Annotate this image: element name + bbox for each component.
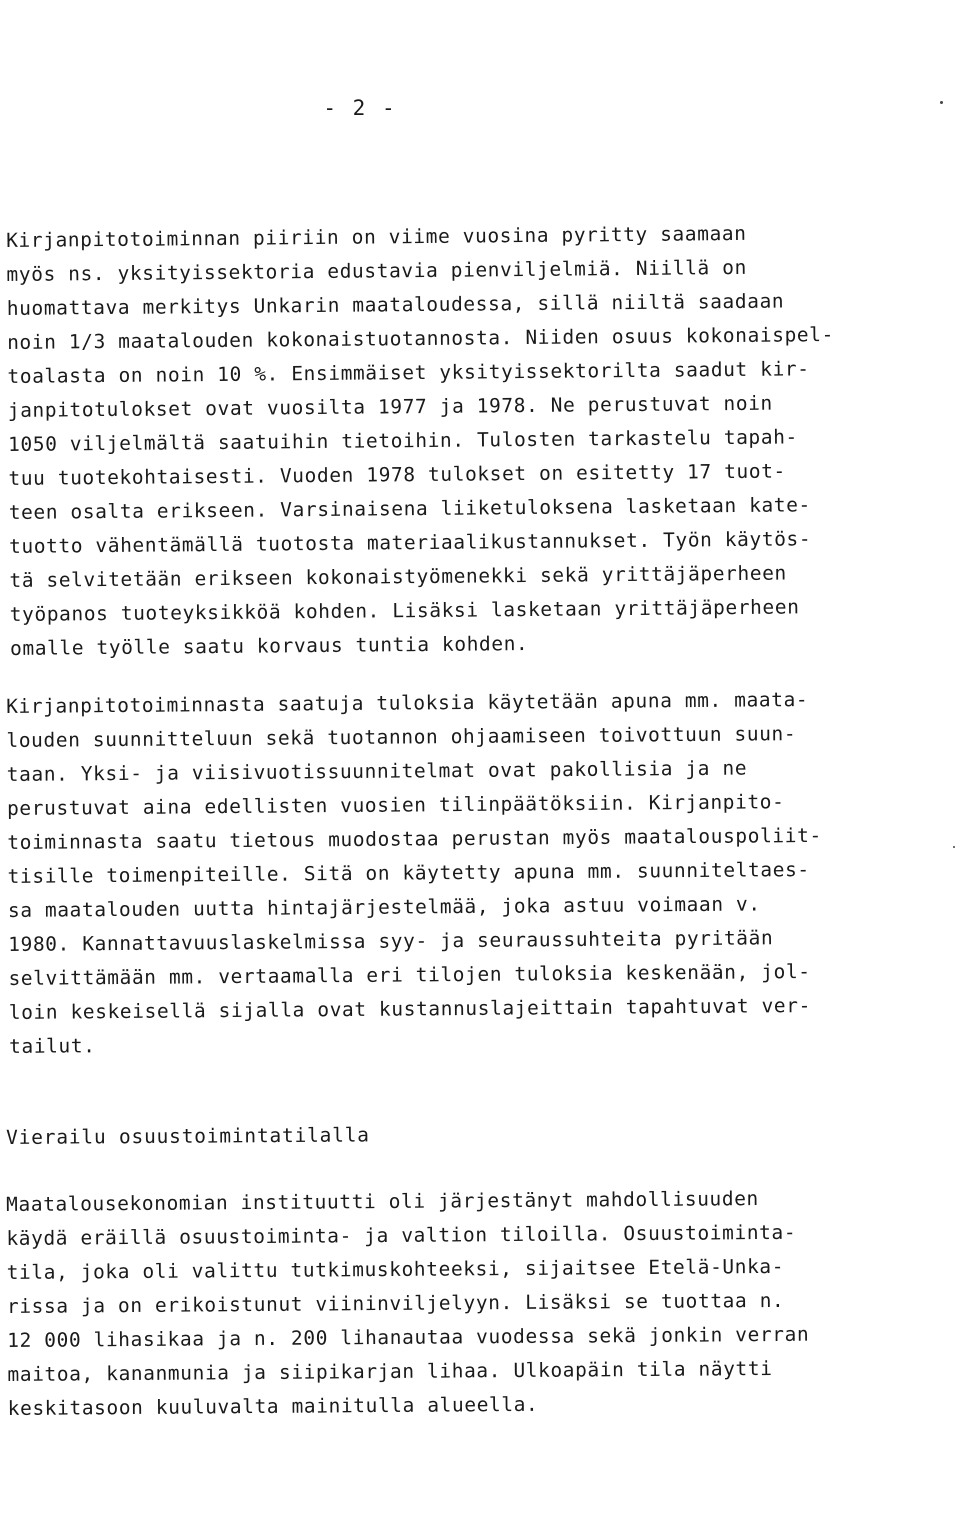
text-line: Kirjanpitotoiminnan piiriin on viime vuosina pyritty saamaan	[6, 221, 747, 252]
text-line: taan. Yksi- ja viisivuotissuunnitelmat ovat pakollisia ja ne	[6, 756, 748, 786]
text-line: keskitasoon kuuluvalta mainitulla alueella.	[7, 1392, 539, 1420]
text-line: omalle työlle saatu korvaus tuntia kohden.	[9, 632, 529, 660]
text-line: 1980. Kannattavuuslaskelmissa syy- ja seuraussuhteita pyritään	[8, 926, 774, 956]
text-line: myös ns. yksityissektoria edustavia pienviljelmiä. Niillä on	[6, 255, 747, 286]
scan-speck	[953, 846, 955, 848]
text-line: huomattava merkitys Unkarin maataloudessa, sillä niiltä saadaan	[6, 289, 785, 320]
paragraph-bookkeeping-uses	[6, 682, 889, 1064]
page-number: - 2 -	[323, 96, 397, 120]
text-line: 12 000 lihasikaa ja n. 200 lihanautaa vuodessa sekä jonkin verran	[7, 1322, 810, 1352]
text-line: tailut.	[9, 1034, 96, 1058]
paragraph-cooperative-farm-visit	[6, 1181, 888, 1426]
text-line: perustuvat aina edellisten vuosien tilinpäätöksiin. Kirjanpito-	[6, 790, 785, 820]
text-line: rissa ja on erikoistunut viininviljelyyn. Lisäksi se tuottaa n.	[6, 1288, 785, 1318]
text-line: tä selvitetään erikseen kokonaistyömenekki sekä yrittäjäperheen	[9, 561, 787, 592]
text-line: janpitotulokset ovat vuosilta 1977 ja 1978. Ne perustuvat noin	[7, 391, 773, 422]
text-line: selvittämään mm. vertaamalla eri tilojen tuloksia keskenään, jol-	[8, 959, 811, 990]
text-line: Maatalousekonomian instituutti oli järjestänyt mahdollisuuden	[6, 1187, 759, 1216]
text-line: teen osalta erikseen. Varsinaisena liiketuloksena lasketaan kate-	[8, 493, 811, 524]
text-line: tisille toimenpiteille. Sitä on käytetty apuna mm. suunniteltaes-	[7, 857, 810, 888]
text-line: 1050 viljelmältä saatuihin tietoihin. Tulosten tarkastelu tapah-	[8, 425, 798, 456]
text-line: noin 1/3 maatalouden kokonaistuotannosta. Niiden osuus kokonaispel-	[7, 323, 834, 354]
text-line: tuotto vähentämällä tuotosta materiaalikustannukset. Työn käytös-	[8, 527, 812, 558]
text-line: tuu tuotekohtaisesti. Vuoden 1978 tulokset on esitetty 17 tuot-	[8, 459, 786, 490]
text-line: toiminnasta saatu tietous muodostaa perustan myös maatalouspoliit-	[7, 823, 822, 854]
text-line: työpanos tuoteyksikköä kohden. Lisäksi lasketaan yrittäjäperheen	[9, 595, 800, 626]
text-line: loin keskeisellä sijalla ovat kustannuslajeittain tapahtuvat ver-	[8, 993, 811, 1024]
text-line: tila, joka oli valittu tutkimuskohteeksi, sijaitsee Etelä-Unka-	[6, 1254, 785, 1284]
section-heading	[6, 1115, 886, 1155]
section-heading-text: Vierailu osuustoimintatilalla	[6, 1123, 370, 1149]
scan-speck	[940, 101, 943, 104]
text-line: Kirjanpitotoiminnasta saatuja tuloksia käytetään apuna mm. maata-	[6, 688, 809, 718]
text-line: toalasta on noin 10 %. Ensimmäiset yksityissektorilta saadut kir-	[7, 357, 810, 388]
text-line: käydä eräillä osuustoiminta- ja valtion tiloilla. Osuustoiminta-	[6, 1220, 797, 1250]
text-line: sa maatalouden uutta hintajärjestelmää, joka astuu voimaan v.	[7, 892, 761, 922]
text-line: maitoa, kananmunia ja siipikarjan lihaa. Ulkoapäin tila näytti	[7, 1356, 773, 1386]
paragraph-bookkeeping-private-sector	[6, 216, 890, 666]
text-line: louden suunnitteluun sekä tuotannon ohjaamiseen toivottuun suun-	[6, 722, 797, 752]
